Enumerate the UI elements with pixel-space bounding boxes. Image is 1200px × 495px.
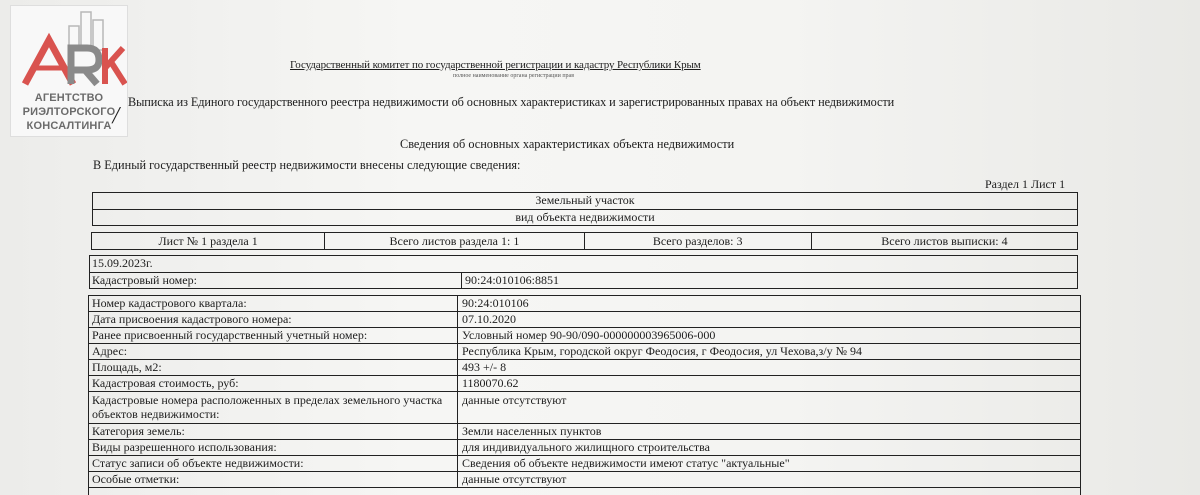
agency-logo: [10, 5, 128, 137]
table-row: [89, 360, 1080, 376]
table-row: [89, 376, 1080, 392]
section-title: Сведения об основных характеристиках объекта недвижимости: [400, 137, 735, 151]
record-box: [89, 255, 1078, 289]
authority-name: Государственный комитет по государственной регистрации и кадастру Республики Крым: [290, 59, 701, 71]
property-value: Сведения об объекте недвижимости имеют статус "актуальные": [462, 456, 790, 470]
property-label: Площадь, м2:: [89, 360, 458, 375]
table-row: [89, 312, 1080, 328]
property-value: данные отсутствуют: [462, 472, 567, 486]
logo-text-line2: РИЭЛТОРСКОГО: [22, 106, 116, 118]
table-row: [89, 424, 1080, 440]
table-row: [89, 296, 1080, 312]
property-value: Республика Крым, городской округ Феодосия, г Феодосия, ул Чехова,з/у № 94: [462, 344, 863, 358]
property-label: Ранее присвоенный государственный учетный номер:: [89, 328, 458, 343]
document-title: Выписка из Единого государственного реестра недвижимости об основных характеристиках и зарегистрированных правах на объект недвижимости: [128, 95, 895, 109]
record-date: 15.09.2023г.: [90, 256, 1077, 273]
property-value: для индивидуального жилищного строительства: [462, 440, 710, 454]
property-value: 493 +/- 8: [462, 360, 507, 374]
property-label: Дата присвоения кадастрового номера:: [89, 312, 458, 327]
total-sections: Всего разделов: 3: [585, 233, 812, 249]
cadastral-number-row: [90, 273, 1077, 289]
ark-logo-icon: [11, 6, 127, 96]
property-label: Адрес:: [89, 344, 458, 359]
property-label: Виды разрешенного использования:: [89, 440, 458, 455]
table-row: [89, 456, 1080, 472]
table-row: [89, 344, 1080, 360]
property-value: 07.10.2020: [462, 312, 516, 326]
total-sheets-extract: Всего листов выписки: 4: [881, 234, 1008, 248]
cadastral-number-label: Кадастровый номер:: [90, 273, 462, 289]
object-type-caption: вид объекта недвижимости: [515, 210, 655, 224]
logo-text-line3: КОНСАЛТИНГА: [26, 120, 112, 132]
property-value: Земли населенных пунктов: [462, 424, 602, 438]
property-value: 1180070.62: [462, 376, 519, 390]
intro-text: В Единый государственный реестр недвижимости внесены следующие сведения:: [93, 158, 521, 172]
sheet-info-row: [91, 232, 1078, 250]
properties-table: [88, 295, 1081, 495]
property-value: 90:24:010106: [462, 296, 529, 310]
property-label: Номер кадастрового квартала:: [89, 296, 458, 311]
table-row: [89, 392, 1080, 424]
property-value: данные отсутствуют: [462, 393, 567, 407]
table-row: [89, 440, 1080, 456]
property-label: Кадастровые номера расположенных в пределах земельного участка объектов недвижимости:: [89, 392, 458, 423]
table-row: [89, 328, 1080, 344]
authority-caption: полное наименование органа регистрации прав: [453, 73, 575, 79]
logo-text-line1: АГЕНТСТВО: [34, 92, 104, 104]
property-value: Условный номер 90-90/090-000000003965006-000: [462, 328, 716, 342]
object-type-box: [92, 192, 1078, 226]
property-label: Категория земель:: [89, 424, 458, 439]
cadastral-number-value: 90:24:010106:8851: [465, 273, 560, 287]
object-type: Земельный участок: [93, 193, 1077, 210]
page-mark: Раздел 1 Лист 1: [985, 177, 1066, 191]
pen-icon: ╱: [112, 108, 121, 124]
property-label: Особые отметки:: [89, 472, 458, 487]
total-sheets-section: Всего листов раздела 1: 1: [325, 233, 584, 249]
sheet-number: Лист № 1 раздела 1: [92, 233, 325, 249]
property-label: Кадастровая стоимость, руб:: [89, 376, 458, 391]
property-label: Статус записи об объекте недвижимости:: [89, 456, 458, 471]
table-row: [89, 472, 1080, 488]
